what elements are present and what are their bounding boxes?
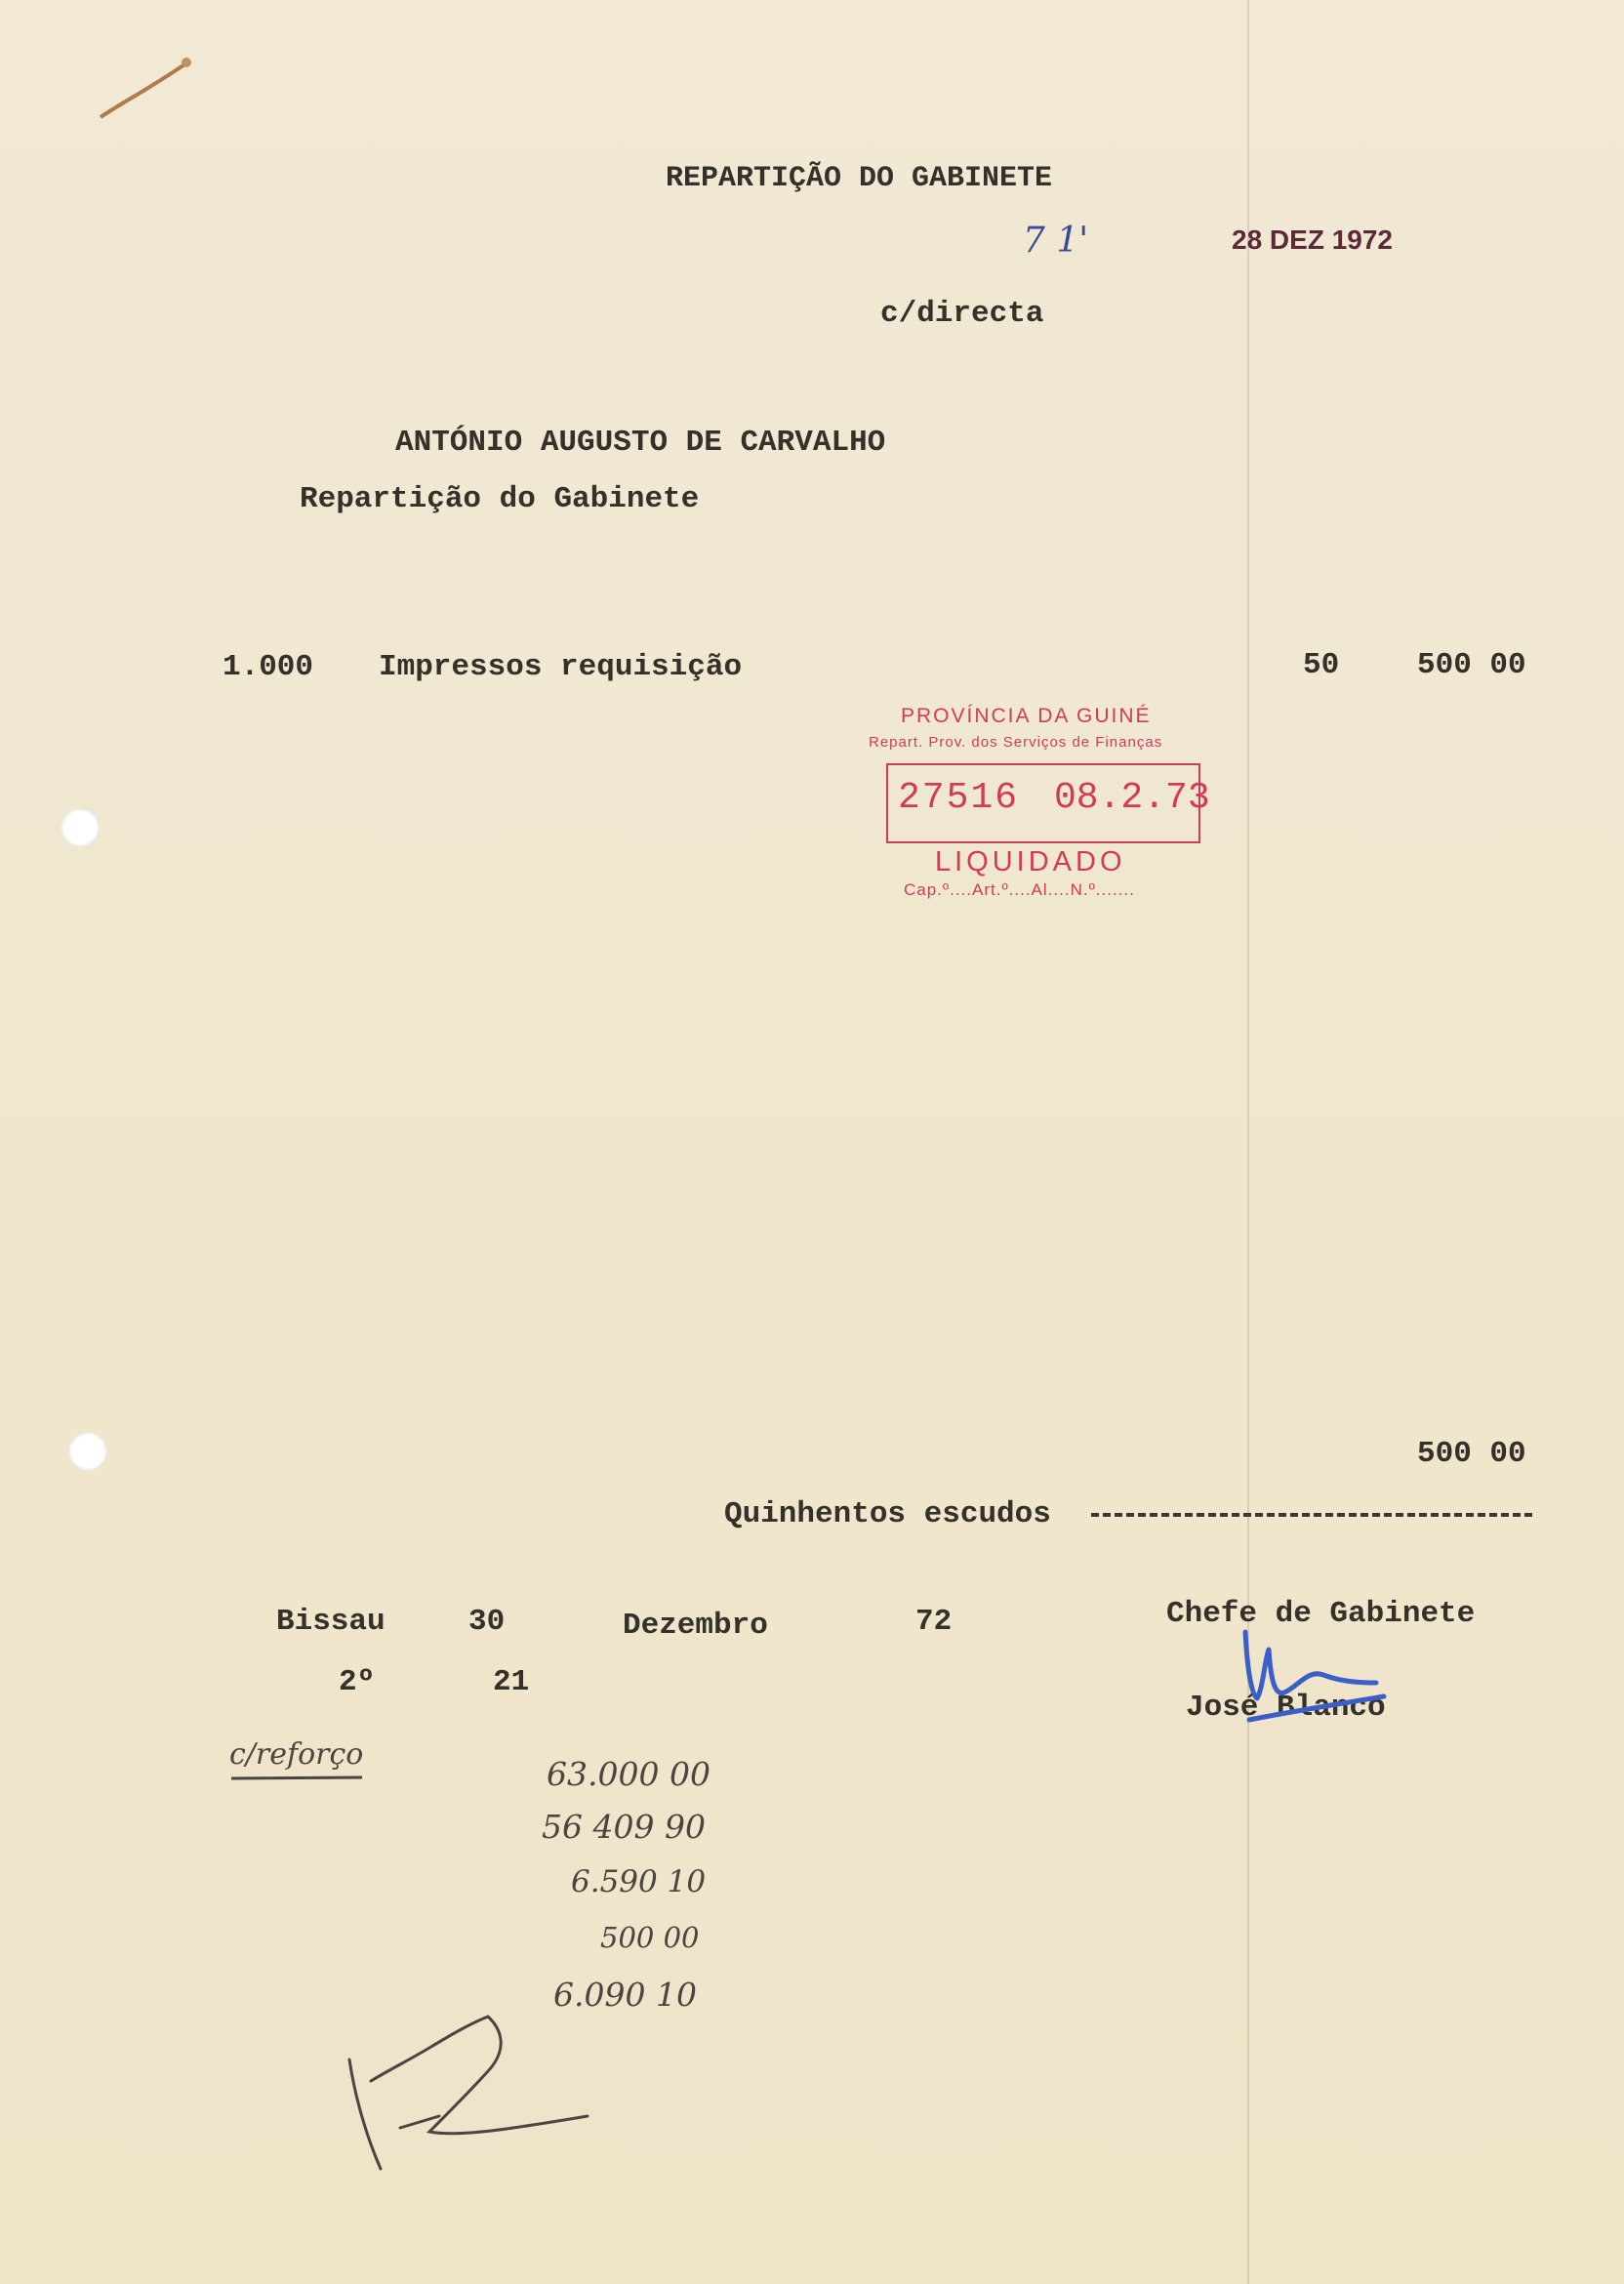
calc-line-2: 56 409 90	[542, 1808, 706, 1846]
punch-hole	[61, 808, 100, 847]
stamp-number: 27516	[898, 777, 1020, 819]
page-fold	[1247, 0, 1249, 2284]
calc-line-1: 63.000 00	[547, 1755, 710, 1793]
footer-line2-left: 2º	[339, 1665, 376, 1699]
footer-line2-right: 21	[493, 1665, 530, 1699]
stamp-date: 08.2.73	[1054, 777, 1210, 819]
item-unit-price: 50	[1303, 648, 1340, 682]
stamp-box	[886, 763, 1210, 843]
total-amount: 500 00	[1417, 1437, 1526, 1471]
amount-fill-line	[1091, 1513, 1532, 1517]
finance-stamp	[857, 705, 1228, 910]
signatory-title: Chefe de Gabinete	[1166, 1597, 1476, 1631]
signature	[1230, 1611, 1396, 1737]
stamp-fields: Cap.º....Art.º....Al....N.º.......	[904, 880, 1135, 899]
year: 72	[915, 1605, 953, 1639]
calc-line-5: 6.090 10	[553, 1976, 697, 2014]
handwritten-note: c/reforço	[229, 1737, 364, 1772]
received-date-stamp: 28 DEZ 1972	[1232, 224, 1393, 255]
punch-hole	[68, 1432, 107, 1471]
note-underline	[229, 1774, 366, 1782]
item-description: Impressos requisição	[379, 650, 743, 684]
calc-line-3: 6.590 10	[571, 1864, 707, 1899]
place: Bissau	[276, 1605, 386, 1639]
stamp-office: Repart. Prov. dos Serviços de Finanças	[869, 734, 1163, 751]
recipient-name: ANTÓNIO AUGUSTO DE CARVALHO	[395, 426, 886, 460]
calc-line-4: 500 00	[600, 1921, 700, 1954]
day: 30	[468, 1605, 506, 1639]
stamp-status: LIQUIDADO	[935, 846, 1126, 877]
stamp-province: PROVÍNCIA DA GUINÉ	[901, 705, 1152, 727]
delivery-mode: c/directa	[880, 297, 1044, 331]
initials-scribble	[342, 1991, 605, 2177]
item-amount: 500 00	[1417, 648, 1526, 682]
amount-in-words: Quinhentos escudos	[724, 1497, 1051, 1531]
signatory-name: José Blanco	[1186, 1691, 1386, 1725]
recipient-department: Repartição do Gabinete	[300, 482, 700, 516]
item-quantity: 1.000	[223, 650, 314, 684]
handwritten-reference: 7 1'	[1023, 221, 1089, 261]
month: Dezembro	[623, 1609, 768, 1643]
department-heading: REPARTIÇÃO DO GABINETE	[666, 162, 1053, 195]
staple-mark	[93, 49, 200, 127]
